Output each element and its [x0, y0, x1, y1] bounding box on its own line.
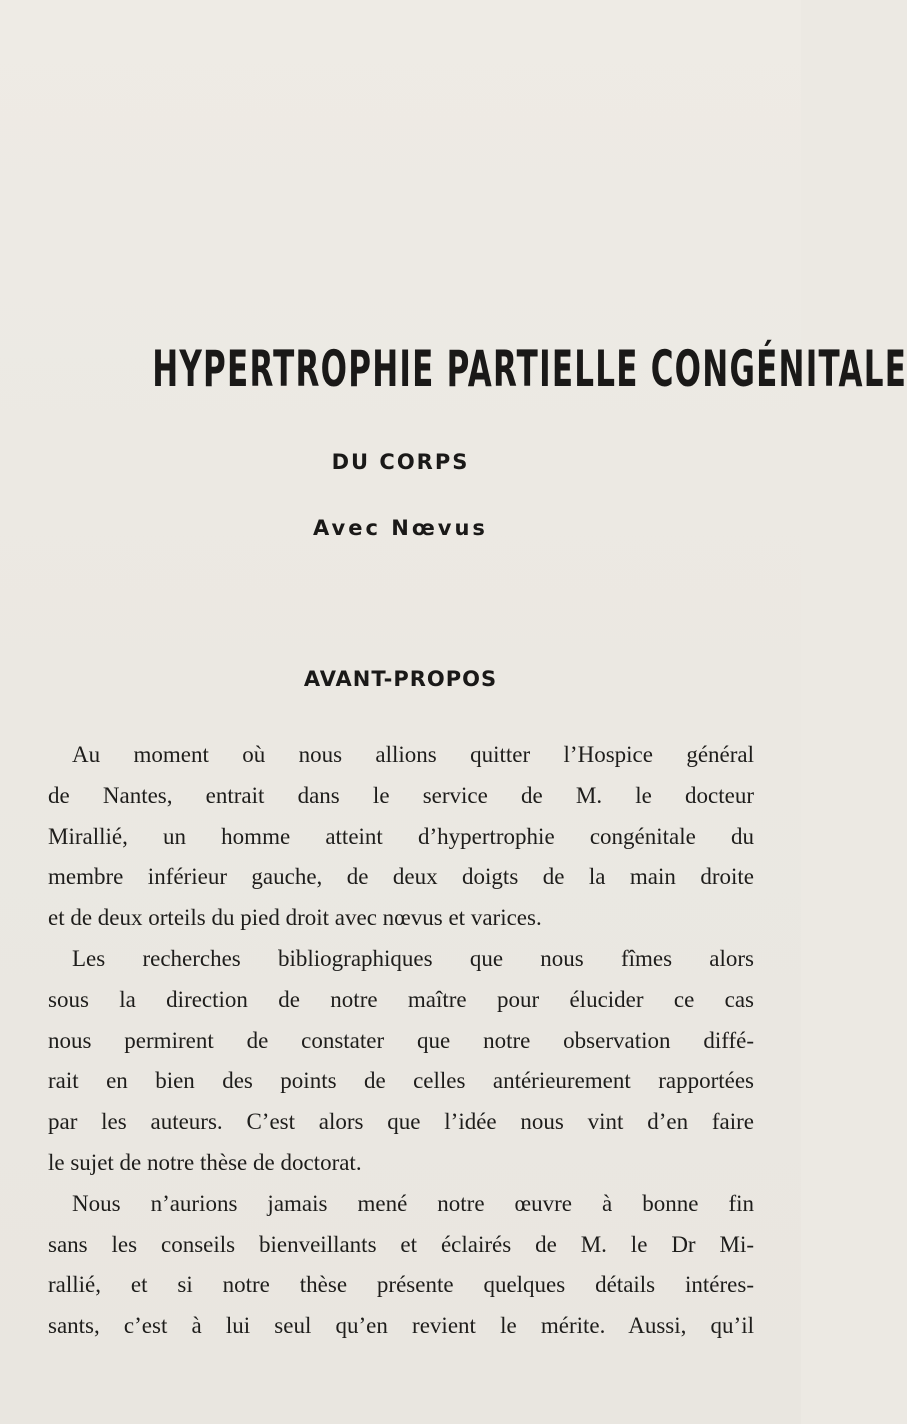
text-line: et de deux orteils du pied droit avec nœvus et varices.	[48, 905, 542, 931]
paragraph	[48, 939, 754, 1184]
body-text	[48, 735, 754, 1347]
text-line: par les auteurs. C’est alors que l’idée nous vint d’en faire	[48, 1109, 754, 1135]
text-line: Nous n’aurions jamais mené notre œuvre à bonne fin	[72, 1190, 754, 1216]
paragraph	[48, 1184, 754, 1347]
document-subtitle-secondary: Avec Nœvus	[313, 516, 488, 540]
text-line: rallié, et si notre thèse présente quelques détails intéres-	[48, 1272, 754, 1298]
text-line: rait en bien des points de celles antérieurement rapportées	[48, 1068, 754, 1094]
text-line: de Nantes, entrait dans le service de M. le docteur	[48, 782, 754, 808]
text-line: nous permirent de constater que notre observation diffé-	[48, 1027, 754, 1053]
text-line: sous la direction de notre maître pour élucider ce cas	[48, 986, 754, 1012]
text-line: le sujet de notre thèse de doctorat.	[48, 1149, 362, 1175]
document-title: HYPERTROPHIE PARTIELLE CONGÉNITALE	[152, 340, 907, 398]
text-line: Mirallié, un homme atteint d’hypertrophie congénitale du	[48, 823, 754, 849]
text-line: membre inférieur gauche, de deux doigts de la main droite	[48, 864, 754, 890]
text-line: sans les conseils bienveillants et éclairés de M. le Dr Mi-	[48, 1231, 754, 1257]
text-line: Au moment où nous allions quitter l’Hospice général	[72, 742, 754, 767]
text-line: Les recherches bibliographiques que nous fîmes alors	[72, 945, 754, 971]
text-line: sants, c’est à lui seul qu’en revient le mérite. Aussi, qu’il	[48, 1313, 754, 1339]
document-subtitle: DU CORPS	[331, 450, 470, 474]
section-heading: AVANT-PROPOS	[303, 667, 498, 691]
paragraph	[48, 735, 754, 939]
